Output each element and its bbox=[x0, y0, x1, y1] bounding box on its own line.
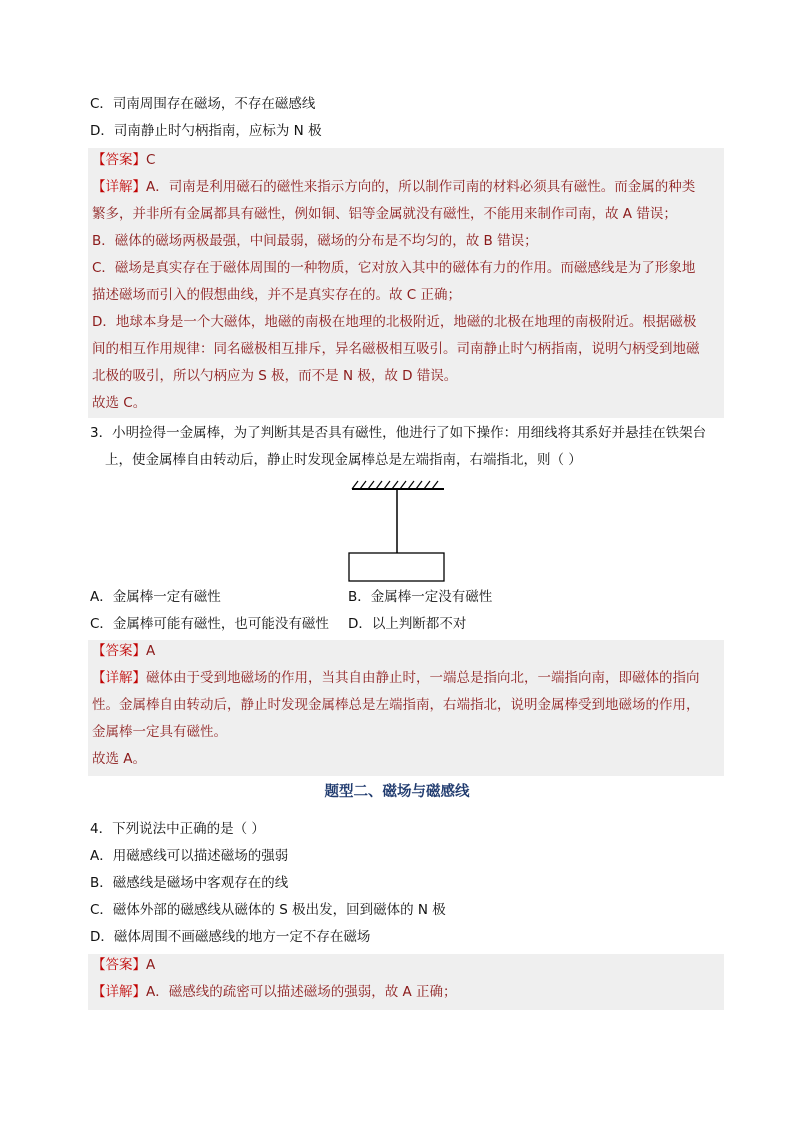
answer-label: 【答案】 bbox=[92, 152, 146, 168]
q4-option-a: A．用磁感线可以描述磁场的强弱 bbox=[90, 848, 289, 864]
q4-answer-block bbox=[88, 954, 724, 1010]
detail-line-4: C．磁场是真实存在于磁体周围的一种物质，它对放入其中的磁体有力的作用。而磁感线是为了形象地 bbox=[92, 260, 696, 276]
detail-line-3: 金属棒一定具有磁性。 bbox=[92, 724, 227, 740]
q3-answer-block bbox=[88, 640, 724, 776]
q2-answer-block bbox=[88, 148, 724, 418]
detail-line-8: 北极的吸引，所以勺柄应为 S 极，而不是 N 极，故 D 错误。 bbox=[92, 368, 458, 384]
metal-bar bbox=[349, 553, 444, 581]
detail-line-2: 性。金属棒自由转动后，静止时发现金属棒总是左端指南，右端指北，说明金属棒受到地磁场的作用， bbox=[92, 697, 700, 713]
answer-line bbox=[92, 641, 155, 661]
detail-line-2: 繁多，并非所有金属都具有磁性，例如铜、铝等金属就没有磁性，不能用来制作司南，故 A 错误； bbox=[92, 206, 677, 222]
detail-label: 【详解】 bbox=[92, 179, 146, 195]
q4-stem: 4．下列说法中正确的是（ ） bbox=[90, 821, 265, 837]
q4-option-c: C．磁体外部的磁感线从磁体的 S 极出发，回到磁体的 N 极 bbox=[90, 902, 446, 918]
q3-option-b: B．金属棒一定没有磁性 bbox=[348, 589, 493, 605]
detail-line-9: 故选 C。 bbox=[92, 395, 147, 411]
answer-value: A bbox=[146, 957, 156, 973]
detail-line-7: 间的相互作用规律：同名磁极相互排斥，异名磁极相互吸引。司南静止时勺柄指南，说明勺柄受到地磁 bbox=[92, 341, 700, 357]
q4-option-b: B．磁感线是磁场中客观存在的线 bbox=[90, 875, 289, 891]
answer-value: A bbox=[146, 643, 156, 659]
q4-option-d: D．磁体周围不画磁感线的地方一定不存在磁场 bbox=[90, 929, 371, 945]
q3-stem-line-1: 3．小明捡得一金属棒，为了判断其是否具有磁性，他进行了如下操作：用细线将其系好并悬挂在铁架台 bbox=[90, 425, 707, 441]
suspended-bar-figure bbox=[340, 476, 450, 586]
detail-label: 【详解】 bbox=[92, 984, 146, 1000]
detail-line-1: 【详解】A．司南是利用磁石的磁性来指示方向的，所以制作司南的材料必须具有磁性。而金属的种类 bbox=[92, 179, 696, 195]
q2-option-d: D．司南静止时勺柄指南，应标为 N 极 bbox=[90, 123, 322, 139]
detail-line-1: 【详解】A．磁感线的疏密可以描述磁场的强弱，故 A 正确； bbox=[92, 984, 457, 1000]
q3-option-a: A．金属棒一定有磁性 bbox=[90, 589, 221, 605]
detail-line-6: D．地球本身是一个大磁体，地磁的南极在地理的北极附近，地磁的北极在地理的南极附近。根据磁极 bbox=[92, 314, 697, 330]
detail-line-3: B．磁体的磁场两极最强，中间最弱，磁场的分布是不均匀的，故 B 错误； bbox=[92, 233, 538, 249]
q3-option-c: C．金属棒可能有磁性，也可能没有磁性 bbox=[90, 616, 329, 632]
detail-line-5: 描述磁场而引入的假想曲线，并不是真实存在的。故 C 正确； bbox=[92, 287, 462, 303]
detail-line-1: 【详解】磁体由于受到地磁场的作用，当其自由静止时，一端总是指向北，一端指向南，即磁体的指向 bbox=[92, 670, 700, 686]
answer-line bbox=[92, 955, 155, 975]
detail-label: 【详解】 bbox=[92, 670, 146, 686]
q2-option-c: C．司南周围存在磁场，不存在磁感线 bbox=[90, 96, 316, 112]
q3-stem-line-2: 上，使金属棒自由转动后，静止时发现金属棒总是左端指南，右端指北，则（ ） bbox=[105, 452, 582, 468]
answer-label: 【答案】 bbox=[92, 957, 146, 973]
detail-line-4: 故选 A。 bbox=[92, 751, 147, 767]
q3-option-d: D．以上判断都不对 bbox=[348, 616, 467, 632]
answer-line bbox=[92, 150, 155, 170]
support-hatching bbox=[352, 481, 438, 489]
answer-value: C bbox=[146, 152, 156, 168]
section-heading: 题型二、磁场与磁感线 bbox=[324, 784, 470, 800]
answer-label: 【答案】 bbox=[92, 643, 146, 659]
